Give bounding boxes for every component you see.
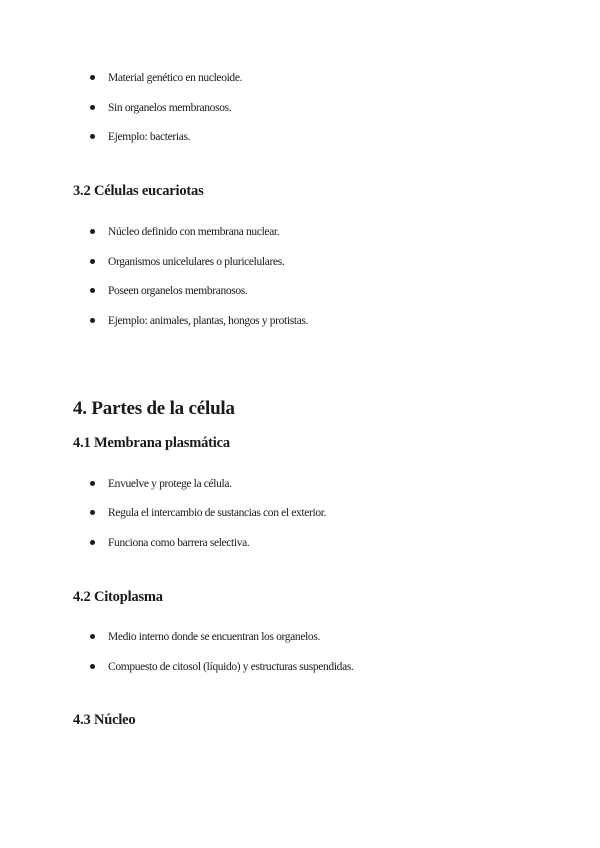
list-item: Compuesto de citosol (líquido) y estructuras suspendidas. <box>108 661 354 673</box>
list-item: Poseen organelos membranosos. <box>108 285 248 297</box>
list-item: Medio interno donde se encuentran los organelos. <box>108 631 320 643</box>
bullet-icon <box>90 75 95 80</box>
bullet-icon <box>90 134 95 139</box>
list-item: Ejemplo: bacterias. <box>108 131 191 143</box>
bullet-icon <box>90 510 95 515</box>
list-item: Funciona como barrera selectiva. <box>108 537 250 549</box>
bullet-icon <box>90 540 95 545</box>
list-item: Núcleo definido con membrana nuclear. <box>108 226 280 238</box>
list-item: Envuelve y protege la célula. <box>108 478 232 490</box>
list-item: Sin organelos membranosos. <box>108 102 232 114</box>
bullet-icon <box>90 288 95 293</box>
bullet-icon <box>90 481 95 486</box>
heading-4-3: 4.3 Núcleo <box>73 712 136 728</box>
heading-4-1: 4.1 Membrana plasmática <box>73 435 230 451</box>
heading-4: 4. Partes de la célula <box>73 398 235 419</box>
heading-3-2: 3.2 Células eucariotas <box>73 183 204 199</box>
list-item: Material genético en nucleoide. <box>108 72 243 84</box>
bullet-icon <box>90 229 95 234</box>
bullet-icon <box>90 318 95 323</box>
list-item: Ejemplo: animales, plantas, hongos y protistas. <box>108 315 309 327</box>
bullet-icon <box>90 105 95 110</box>
bullet-icon <box>90 664 95 669</box>
bullet-icon <box>90 634 95 639</box>
list-item: Organismos unicelulares o pluricelulares. <box>108 256 285 268</box>
bullet-icon <box>90 259 95 264</box>
heading-4-2: 4.2 Citoplasma <box>73 589 163 605</box>
list-item: Regula el intercambio de sustancias con el exterior. <box>108 507 327 519</box>
